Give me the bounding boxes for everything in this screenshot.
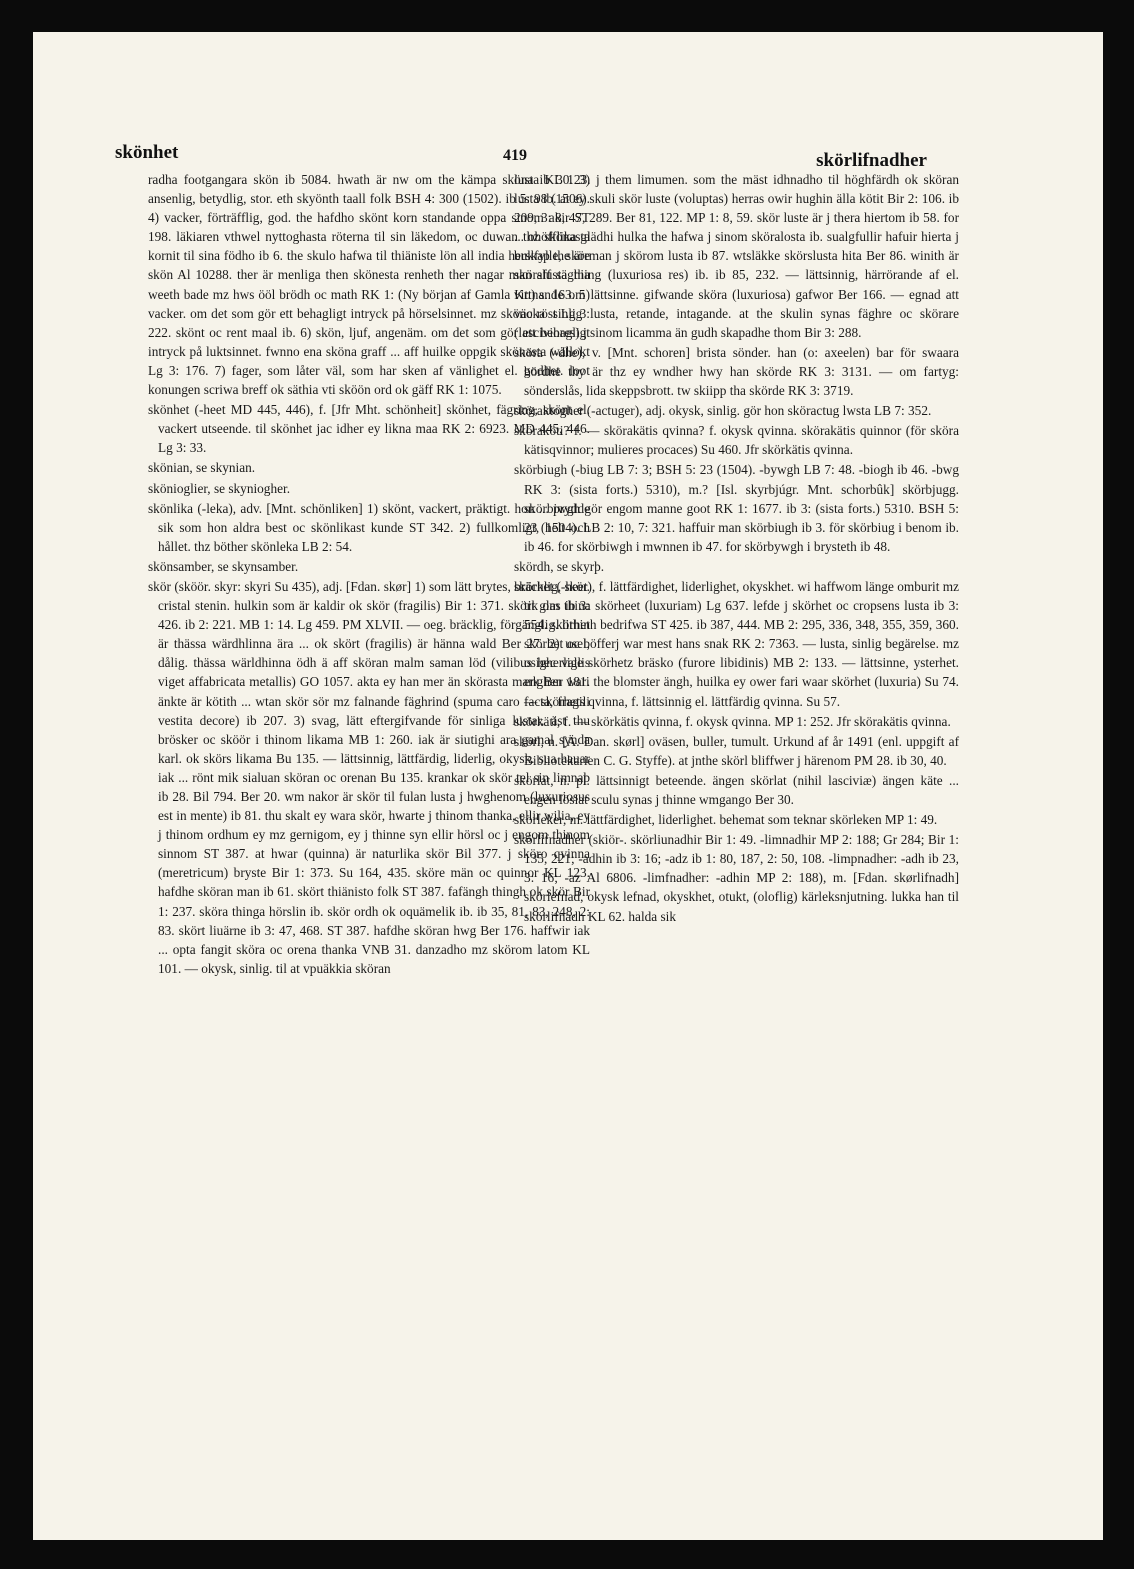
entry-text: lusta KL 123. j them limumen. som the mäst idhnadho til höghfärdh ok sköran lusta ib. at ey skuli skör luste (voluptas) herras owir hughin älla kötit Bir 2: 106. ib 209, 3: 8, 47, 289. Ber 81, 122. MP 1: 8, 59. skör luste är j thera hiertom ib 58. for ... ohöfflika glädhi hulka the hafwa j sinom sköralosta ib. sualgfullir hafuir hierta j bukfylle, skörman j skörom lusta ib 87. wtsläkke skörslusta hita Ber 86. winith är skörslusta thing (luxuriosa res) ib. ib 85, 232. — lättsinnig, härrörande af el. vittnande om lättsinne. gifwande sköra (luxuriosa) gafwor Ber 166. — egnad att väcka sinlig lusta, retande, intagande. at the skulin synas fäghre oc skörare (lasciviores) j sinom licamma än gudh skapadhe thom Bir 3: 288. <box>514 172 959 340</box>
entry-text: skörlat, n. pl. lättsinnigt beteende. ängen skörlat (nihil lasciviæ) ängen käte ... engen löslat sculu synas j thinne wmgango Ber 30. <box>514 772 959 807</box>
entry-text: skönsamber, se skynsamber. <box>148 558 299 574</box>
entry-text: skör (sköör. skyr: skyri Su 435), adj. [Fdan. skør] 1) som lätt brytes, bräcklig, skör. cristal stenin. hulkin som är kaldir ok skör (fragilis) Bir 1: 371. skört glas ib 3: 426. ib 2: 221. MB 1: 14. Lg 459. PM XLVII. — oeg. bräcklig, förgänglig. lithin är thässa wärdhlinna ära ... ok skört (fragilis) är hänna wald Ber 27. 2) usel, dålig. thässa wärldhinna ödh ä aff sköran malm saman löd (vilibus hec vallis viget affabricata metallis) GO 1057. akta ey han mer än skörasta mark Ber 181. änkte är kötith ... wtan skör sör mz falnande fäghrind (spuma caro facta, fragili vestita decore) ib 207. 3) svag, lätt eftergifvande för sinliga lustar. äst thu brösker oc sköör i thinom likama MB 1: 260. iak är siutighi ara gamal synda karl. ok skörs likama Bu 135. — lättsinnig, lättfärdig, liderlig, okysk. sua hauar iak ... rönt mik sialuan sköran oc orenan Bu 135. krankar ok skör tel sin limnaþ ib 28. Bil 794. Ber 20. wm nakor är skör til fulan lusta j hwghenom (luxuriosus est in mente) ib 81. thu skalt ey wara skör, hwarte j thinom thanka, ellir wilia, ey j thinom ordhum ey mz gernigom, ey j thinne syn ellir hörsl oc j engom thinom sinnom ST 387. at hwar (quinna) är naturlika skör Bil 377. j sköro qvinna (meretricum) bryste Bir 1: 373. Su 164, 435. sköre män oc quinnor KL 123. hafdhe sköran man ib 61. skört thiänisto folk ST 387. fafängh thingh ok skör Bir 1: 237. sköra thinga hörslin ib. skör ordh ok oquämelik ib. ib 35, 81, 83, 248, 2: 83. skört liuärne ib 3: 47, 468. ST 387. hafdhe sköran hwg Ber 176. haffwir iak ... opta fangit sköra oc orena thanka VNB 31. danzadho mz skörom latom KL 101. — okysk, sinlig. til at vpuäkkia sköran <box>148 578 590 976</box>
dictionary-page <box>33 32 1103 1540</box>
entry-text: skörbiugh (-biug LB 7: 3; BSH 5: 23 (1504). -bywgh LB 7: 48. -biogh ib 46. -bwg RK 3: (sista forts.) 5310), m.? [Isl. skyrbjúgr. Mnt. schorbûk] skörbjugg. skörbiwgh gör engom manne goot RK 1: 1677. ib 3: (sista forts.) 5310. BSH 5: 23 (1504). LB 2: 10, 7: 321. haffuir man skörbiugh ib 3. för skörbiug i benom ib. ib 46. for skörbiwgh i mwnnen ib 47. for skörbywgh i brysteth ib 48. <box>514 462 959 554</box>
page-number: 419 <box>503 147 527 164</box>
right-column <box>514 170 959 927</box>
entry-text: sköraköti? f. — skörakätis qvinna? f. okysk qvinna. skörakätis quinnor (för sköra kätisqvinnor; mulieres procaces) Su 460. Jfr skörkätis qvinna. <box>514 423 959 458</box>
entry-text: skönlika (-leka), adv. [Mnt. schönliken] 1) skönt, vackert, präktigt. hon ... prydde sik som hon aldra best oc skönlikast kunde ST 342. 2) fullkomligt, helt och hållet. thz böther skönleka LB 2: 54. <box>148 500 590 554</box>
entry-text: sköraktogher (-actuger), adj. okysk, sinlig. gör hon sköractug lwsta LB 7: 352. <box>514 403 932 419</box>
entry-text: skörkäti, f. — skörkätis qvinna, f. okysk qvinna. MP 1: 252. Jfr skörakätis qvinna. <box>514 713 951 729</box>
entry-text: skörl, n. [Ä. Dan. skørl] oväsen, buller, tumult. Urkund af år 1491 (enl. uppgift af Bibliotekarien C. G. Styffe). at jnthe skörl bliffwer j härenom PM 28. ib 30, 40. <box>514 733 959 768</box>
entry-text: sköra (-dhe), v. [Mnt. schoren] brista sönder. han (o: axeelen) bar för swaara bördhe thy är thz ey wndher hwy han skörde RK 3: 3131. — om fartyg: sönderslås, lida skeppsbrott. tw skiipp tha skörde RK 3: 3719. <box>514 344 959 399</box>
entry-text: skördh, se skyrþ. <box>514 558 605 574</box>
entry-text: skönhet (-heet MD 445, 446), f. [Jfr Mht. schönheit] skönhet, fägring, skönt el. vackert utseende. til skönhet jac idher ey likna maa RK 2: 6923. MD 445, 446. Lg 3: 33. <box>148 402 590 456</box>
running-head-right: skörlifnadher <box>816 150 927 171</box>
running-head-left: skönhet <box>115 142 179 163</box>
entry-text: radha footgangara skön ib 5084. hwath är nw om the kämpa sköna ib 30. 3) ansenlig, betydlig, stor. eth skyönth taall folk BSH 4: 300 (1502). ib 5: 98 (1506). 4) vacker, förträfflig, god. the hafdho skönt korn standande oppa sinom akir ST 198. läkiaren vthwel nyttoghasta röterna til sin läkedom, oc duwan thz skönasta kornit til sina födho ib 6. the skulo hafwa til thiäniste lön all india herskap the äre skön Al 10288. ther är menliga then skönesta renheth ther nagar man aff säghia weeth bade mz hws ööl brödh oc math RK 1: (Ny början af Gamla Kr.) s. 163. 5) vacker. om det som gör ett behagligt intryck på hörselsinnet. mz sköno röst Lg 3: 222. skönt oc rent maal ib. 6) skön, ljuf, angenäm. om det som gör ett behagligt intryck på luktsinnet. fwnno ena sköna graff ... aff huilke oppgik skönasta wällokt Lg 3: 176. 7) fager, som låter väl, som har sken af vänlighet el. godhet. loot konungen scriwa breff ok säthia vti sköön ord ok gäff RK 1: 1075. <box>148 172 590 398</box>
entry-text: skönioglier, se skyniogher. <box>148 480 291 496</box>
entry-text: skörleker, m. lättfärdighet, liderlighet. behemat som teknar skörleken MP 1: 49. <box>514 812 938 828</box>
entry-text: skörlifnadher (skiör-. skörliunadhir Bir 1: 49. -limnadhir MP 2: 188; Gr 284; Bir 1: 135, 221; -adhin ib 3: 16; -adz ib 1: 80, 187, 2: 50, 108. -limpnadher: -adh ib 23, 3: 16; -az Al 6806. -limfnadher: -adhin MP 2: 188), m. [Fdan. skørlifnadh] skörlefnad, okysk lefnad, okyskhet, otukt, (oloflig) kärleksnjutning. lukka han til skörlifnadh KL 62. halda sik <box>514 832 959 924</box>
entry-text: skönian, se skynian. <box>148 460 256 476</box>
entry-text: skörhet (-heet), f. lättfärdighet, liderlighet, okyskhet. wi haffwom länge omburit mz tik om thina skörheet (luxuriam) Lg 637. lefde j skörhet oc cropsens lusta ib 3: 554. skörheth bedrifwa ST 425. ib 387, 444. MB 2: 295, 336, 348, 355, 359, 360. skörhet oc böfferj war mest hans snak RK 2: 7363. — lusta, sinlig begärelse. mz osigherlige skörhetz bräsko (furore libidinis) MB 2: 133. — lättsinne, ysterhet. enghen wari the blomster ängh, huilka ey ower fari waar skörhet (luxuria) Su 74. — skörhets qvinna, f. lättsinnig el. lättfärdig qvinna. Su 57. <box>514 578 959 709</box>
